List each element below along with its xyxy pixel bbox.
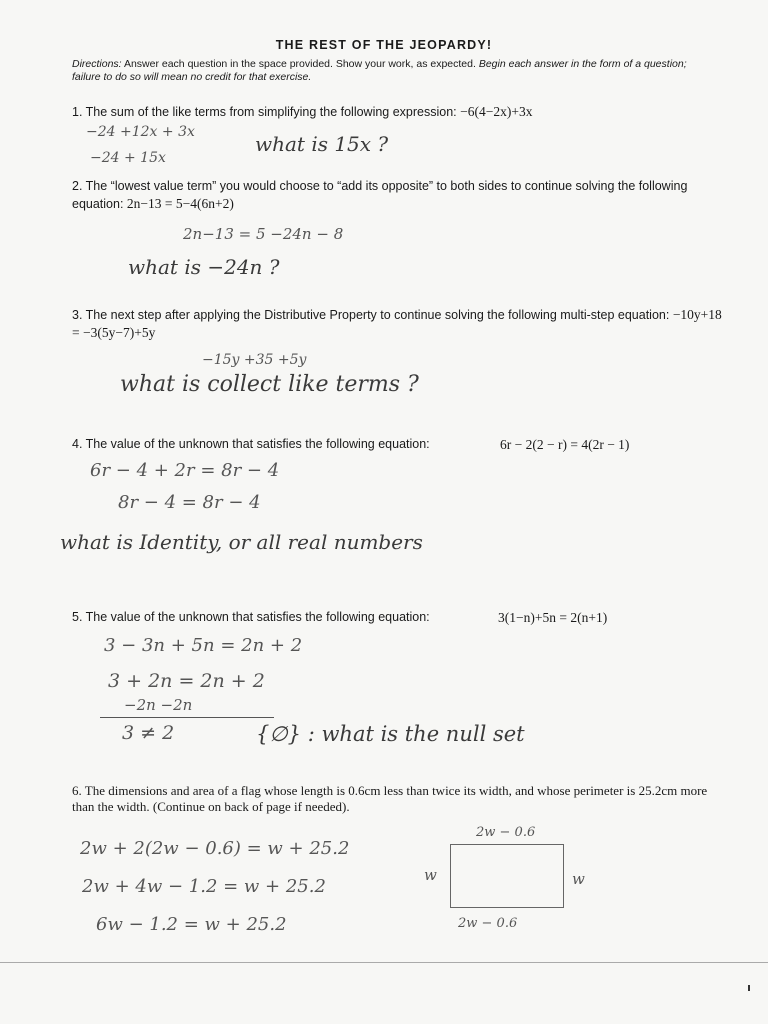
question-4-text: 4. The value of the unknown that satisfies the following equation: xyxy=(72,437,430,451)
q4-work-line-1: 6r − 4 + 2r = 8r − 4 xyxy=(90,460,280,481)
page-title: THE REST OF THE JEOPARDY! xyxy=(275,38,493,52)
q4-work-line-2: 8r − 4 = 8r − 4 xyxy=(118,492,261,513)
question-6-text: 6. The dimensions and area of a flag whose length is 0.6cm less than twice its width, and whose perimeter is 25.2cm more than the width. (Continue on back of page if needed). xyxy=(72,783,708,814)
question-1-text: 1. The sum of the like terms from simplifying the following expression: xyxy=(72,105,457,119)
q5-work-line-2: 3 + 2n = 2n + 2 xyxy=(108,670,265,692)
q1-work-line-1: −24 +12x + 3x xyxy=(86,124,195,140)
q6-work-line-2: 2w + 4w − 1.2 = w + 25.2 xyxy=(82,876,326,897)
directions-text: Answer each question in the space provided. Show your work, as expected. xyxy=(121,58,479,70)
directions-label: Directions: xyxy=(72,58,122,70)
question-4-expression: 6r − 2(2 − r) = 4(2r − 1) xyxy=(500,437,630,452)
q2-answer: what is −24n ? xyxy=(128,255,280,279)
q1-answer: what is 15x ? xyxy=(255,132,389,156)
question-2-expression: 2n−13 = 5−4(6n+2) xyxy=(126,196,234,211)
question-5-expression-wrap xyxy=(498,609,718,627)
q5-divider-line xyxy=(100,717,274,718)
question-5-expression: 3(1−n)+5n = 2(n+1) xyxy=(498,610,608,625)
q2-work-line-1: 2n−13 = 5 −24n − 8 xyxy=(183,225,344,243)
directions xyxy=(72,58,712,84)
q3-answer: what is collect like terms ? xyxy=(120,372,419,397)
q5-work-line-3: −2n −2n xyxy=(124,696,193,714)
q3-work-line-1: −15y +35 +5y xyxy=(202,352,307,368)
flag-label-bottom: 2w − 0.6 xyxy=(458,916,518,931)
question-5 xyxy=(72,609,492,626)
flag-rectangle-sketch xyxy=(450,844,564,908)
question-5-text: 5. The value of the unknown that satisfies the following equation: xyxy=(72,610,430,624)
flag-label-top: 2w − 0.6 xyxy=(476,825,536,840)
scan-edge-line xyxy=(0,962,768,963)
question-1 xyxy=(72,103,732,121)
question-1-expression: −6(4−2x)+3x xyxy=(460,104,533,119)
flag-label-right: w xyxy=(572,870,585,888)
question-2-text: 2. The “lowest value term” you would choose to “add its opposite” to both sides to continue solving the following equation: xyxy=(72,179,688,211)
q1-work-line-2: −24 + 15x xyxy=(90,150,166,166)
q5-work-line-4: 3 ≠ 2 xyxy=(122,722,175,744)
question-4-expression-wrap xyxy=(500,436,720,454)
question-6 xyxy=(72,783,712,815)
flag-label-left: w xyxy=(424,866,437,884)
q6-work-line-1: 2w + 2(2w − 0.6) = w + 25.2 xyxy=(80,838,350,859)
question-2 xyxy=(72,178,732,213)
scan-mark xyxy=(748,985,750,991)
question-3-expression: −10y+18 = −3(5y−7)+5y xyxy=(72,307,722,340)
question-3-text: 3. The next step after applying the Distributive Property to continue solving the following multi-step equation: xyxy=(72,308,670,322)
question-4 xyxy=(72,436,472,453)
q5-work-line-1: 3 − 3n + 5n = 2n + 2 xyxy=(104,635,303,656)
directions-emphasis: Begin each answer in the form of a question; failure to do so will mean no credit for that exercise. xyxy=(72,58,687,83)
q4-answer: what is Identity, or all real numbers xyxy=(60,530,423,554)
q5-answer: {∅} : what is the null set xyxy=(256,722,525,746)
question-3 xyxy=(72,306,732,342)
q6-work-line-3: 6w − 1.2 = w + 25.2 xyxy=(96,914,287,935)
